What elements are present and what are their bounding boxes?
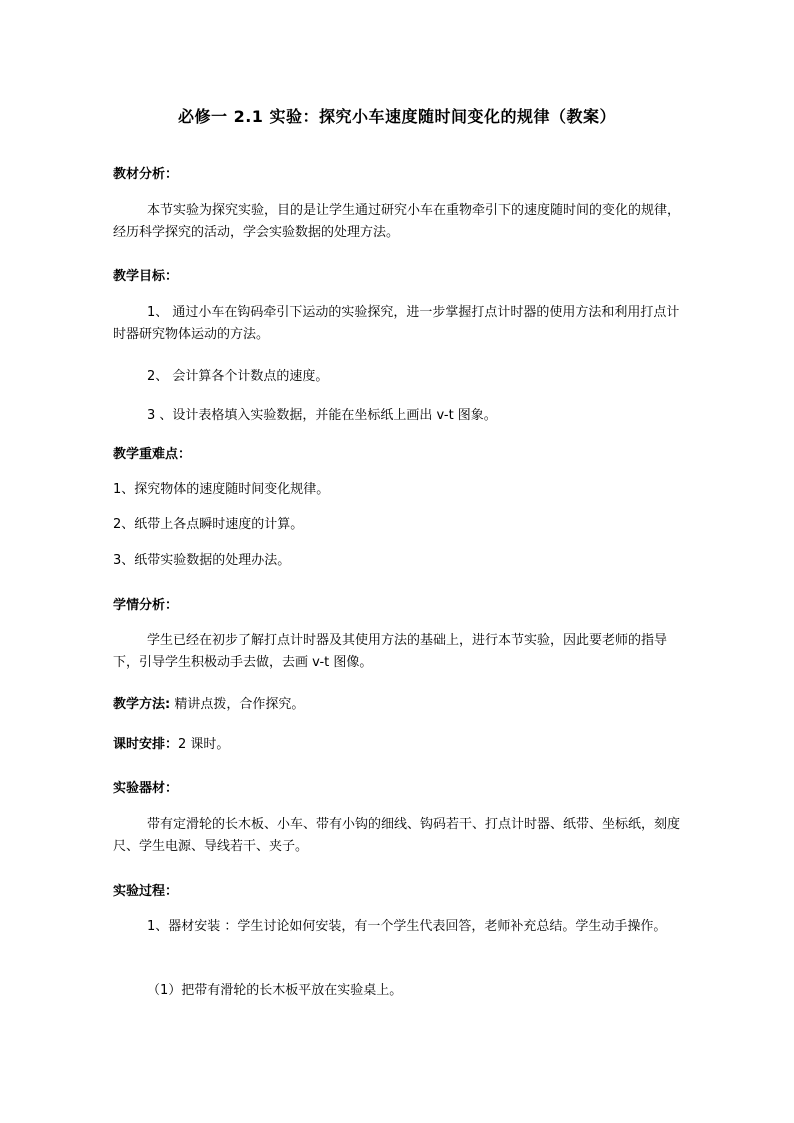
method-label: 教学方法: xyxy=(113,697,171,712)
process-heading: 实验过程： xyxy=(113,884,179,899)
goal-item-2: 2、 会计算各个计数点的速度。 xyxy=(147,369,329,384)
schedule-label: 课时安排： xyxy=(113,737,179,752)
method-line xyxy=(113,694,683,716)
key-point-3: 3、纸带实验数据的处理办法。 xyxy=(113,553,291,568)
process-step-1-1: （1）把带有滑轮的长木板平放在实验桌上。 xyxy=(147,983,403,998)
goal-item-1: 1、 通过小车在钩码牵引下运动的实验探究，进一步掌握打点计时器的使用方法和利用打点计时器研究物体运动的方法。 xyxy=(113,305,680,342)
schedule-text: 2 课时。 xyxy=(178,737,230,752)
page-title: 必修一 2.1 实验：探究小车速度随时间变化的规律（教案） xyxy=(178,107,616,126)
goal-item-3: 3 、设计表格填入实验数据，并能在坐标纸上画出 v-t 图象。 xyxy=(147,408,497,423)
method-text: 精讲点拨，合作探究。 xyxy=(170,697,305,712)
key-point-2: 2、纸带上各点瞬时速度的计算。 xyxy=(113,517,304,532)
goals-heading: 教学目标： xyxy=(113,269,179,284)
equipment-paragraph: 带有定滑轮的长木板、小车、带有小钩的细线、钩码若干、打点计时器、纸带、坐标纸，刻度尺、学生电源、导线若干、夹子。 xyxy=(113,817,681,854)
key-points-heading: 教学重难点： xyxy=(113,447,192,462)
schedule-line xyxy=(113,734,683,756)
process-step-1: 1、器材安装 ：学生讨论如何安装，有一个学生代表回答，老师补充总结。学生动手操作。 xyxy=(147,919,667,934)
students-heading: 学情分析： xyxy=(113,598,179,613)
analysis-heading: 教材分析： xyxy=(113,167,179,182)
equipment-heading: 实验器材： xyxy=(113,781,179,796)
key-point-1: 1、探究物体的速度随时间变化规律。 xyxy=(113,482,330,497)
students-paragraph: 学生已经在初步了解打点计时器及其使用方法的基础上，进行本节实验，因此要老师的指导下，引导学生积极动手去做，去画 v-t 图像。 xyxy=(113,633,668,670)
analysis-paragraph: 本节实验为探究实验，目的是让学生通过研究小车在重物牵引下的速度随时间的变化的规律，经历科学探究的活动，学会实验数据的处理方法。 xyxy=(113,203,681,240)
